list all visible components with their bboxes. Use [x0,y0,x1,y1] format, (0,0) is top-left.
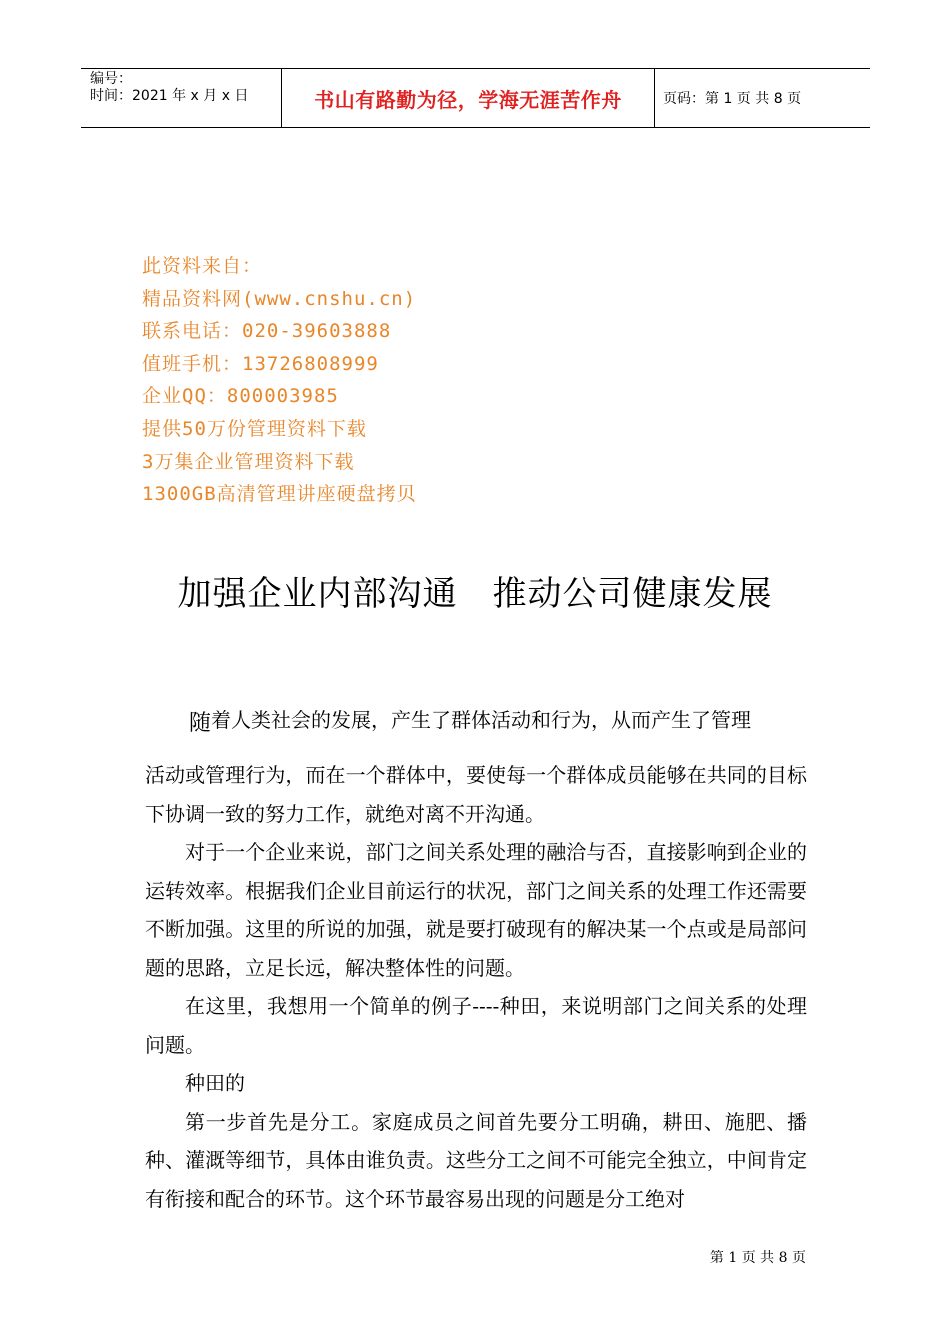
document-title: 加强企业内部沟通 推动公司健康发展 [177,574,773,614]
source-line: 此资料来自： [142,255,263,277]
first-line [189,701,809,740]
header-number-label: 编号： [90,71,132,87]
source-line: 联系电话：020-39603888 [142,320,392,343]
paragraph: 第一步首先是分工。家庭成员之间首先要分工明确，耕田、施肥、播种、灌溉等细节，具体由谁负责。这些分工之间不可能完全独立，中间肯定有衔接和配合的环节。这个环节最容易出现的问题是分工绝对 [145,1109,807,1211]
page-header [81,68,870,128]
header-motto: 书山有路勤为径，学海无涯苦作舟 [314,87,622,112]
source-line: 值班手机：13726808999 [142,352,379,375]
paragraph: 对于一个企业来说，部门之间关系处理的融洽与否，直接影响到企业的运转效率。根据我们企业目前运行的状况，部门之间关系的处理工作还需要不断加强。这里的所说的加强，就是要打破现有的解决某一个点或是局部问题的思路，立足长远，解决整体性的问题。 [145,840,807,980]
paragraph: 在这里，我想用一个简单的例子----种田，来说明部门之间关系的处理问题。 [145,994,807,1057]
source-line: 3万集企业管理资料下载 [142,450,355,473]
source-line: 1300GB高清管理讲座硬盘拷贝 [142,483,417,506]
header-page-info: 页码：第 1 页 共 8 页 [663,91,802,107]
paragraph: 活动或管理行为，而在一个群体中，要使每一个群体成员能够在共同的目标下协调一致的努力工作，就绝对离不开沟通。 [145,763,807,826]
source-info-block [142,250,417,511]
document-body [145,756,807,1218]
source-line: 提供50万份管理资料下载 [142,417,367,440]
first-line-text: 着人类社会的发展，产生了群体活动和行为，从而产生了管理 [211,708,752,732]
source-line: 企业QQ：800003985 [142,385,339,408]
paragraph: 种田的 [185,1071,245,1095]
source-line: 精品资料网(www.cnshu.cn) [142,287,417,310]
header-divider [654,69,655,127]
page-footer: 第 1 页 共 8 页 [709,1250,806,1266]
header-date-label: 时间：2021 年 x 月 x 日 [90,88,249,104]
header-meta [81,69,281,127]
first-character: 随 [189,711,212,736]
